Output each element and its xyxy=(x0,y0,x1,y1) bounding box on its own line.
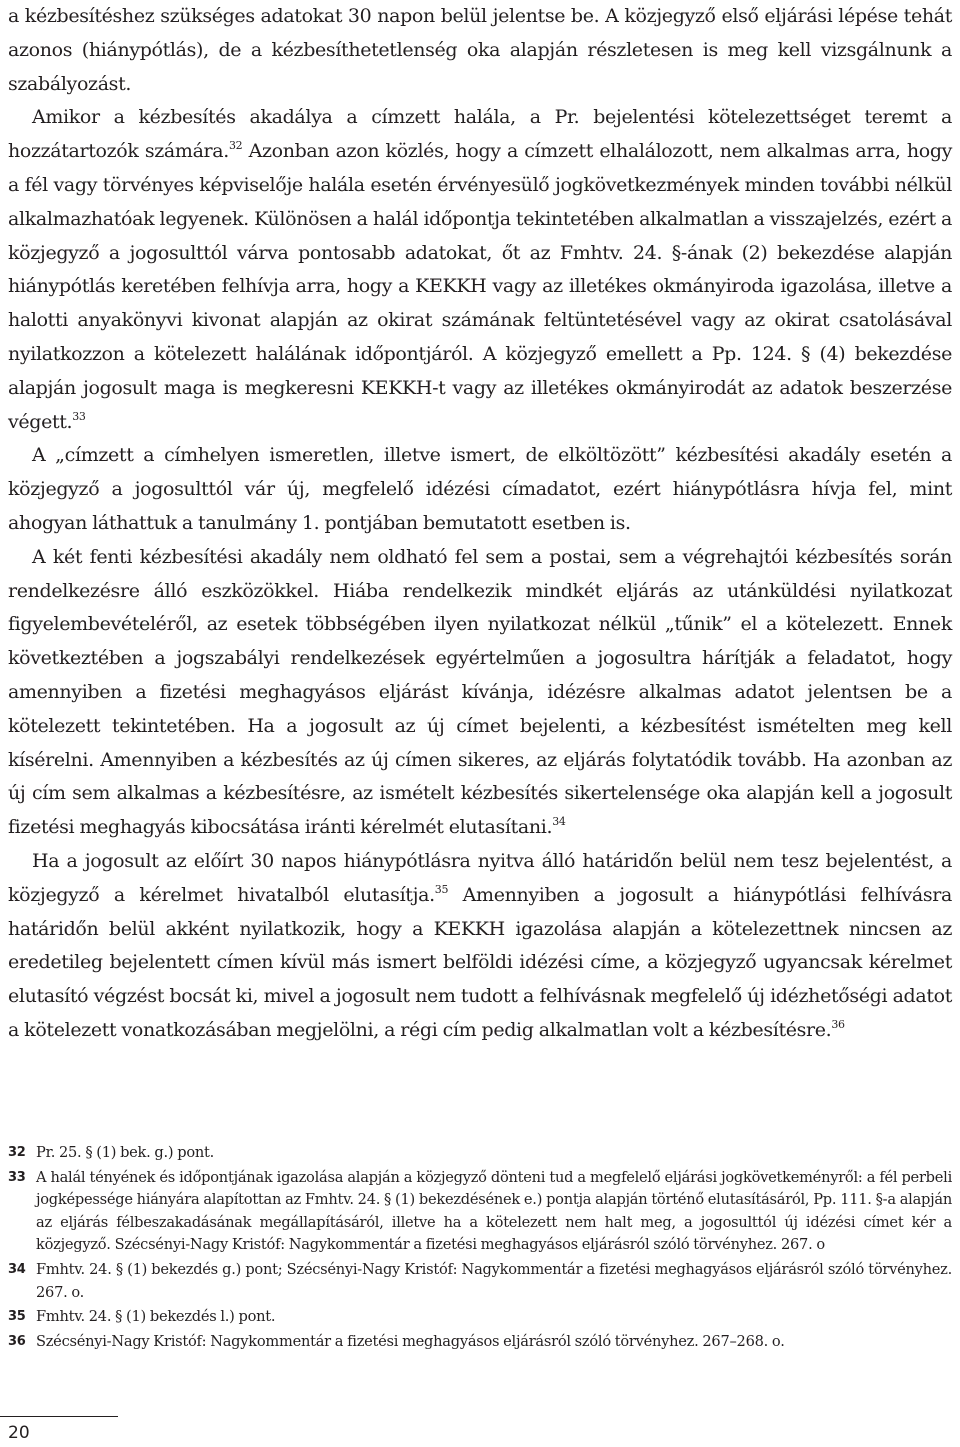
paragraph xyxy=(8,845,952,1048)
footnote xyxy=(8,1259,952,1304)
footnote-number: 36 xyxy=(8,1333,26,1349)
footnote-text: Pr. 25. § (1) bek. g.) pont. xyxy=(36,1144,215,1161)
paragraph-text: Amikor a kézbesítés akadálya a címzett halála, a Pr. bejelentési kötelezettséget teremt a hozzátartozók számára. xyxy=(8,106,952,163)
paragraph xyxy=(8,541,952,845)
footnotes xyxy=(8,1142,952,1353)
paragraph-text: Amennyiben a jogosult a hiánypótlási felhívásra határidőn belül akként nyilatkozik, hogy a KEKKH igazolása alapján a kötelezettnek nincsen az eredetileg bejelentett címen kívül más ismert belföldi idézési címe, a közjegyző ugyancsak kérelmet elutasító végzést bocsát ki, mivel a jogosult nem tudott a felhívásnak megfelelő új idézhetőségi adatot a kötelezett vonatkozásában megjelölni, a régi cím pedig alkalmatlan volt a kézbesítésre. xyxy=(8,883,952,1041)
footnote-ref: 32 xyxy=(228,139,243,153)
page-number: 20 xyxy=(8,1423,30,1443)
paragraph-text: Azonban azon közlés, hogy a címzett elhalálozott, nem alkalmas arra, hogy a fél vagy törvényes képviselője halála esetén érvényesülő jogkövetkezmények minden további nélkül alkalmazhatóak legyenek. Különösen a halál időpontja tekintetében alkalmatlan a visszajelzés, ezért a közjegyző a jogosulttól várva pontosabb adatokat, őt az Fmhtv. 24. §-ának (2) bekezdése alapján hiánypótlás keretében felhívja arra, hogy a KEKKH vagy az illetékes okmányiroda igazolása, illetve a halotti anyakönyvi kivonat alapján az okirat számának feltüntetésével vagy az okirat csatolásával nyilatkozzon a kötelezett halálának időpontjáról. A közjegyző emellett a Pp. 124. § (4) bekezdése alapján jogosult maga is megkeresni KEKKH-t vagy az illetékes okmányirodát az adatok beszerzése végett. xyxy=(8,140,953,433)
page-number-divider xyxy=(0,1416,118,1417)
paragraph-text: A „címzett a címhelyen ismeretlen, illetve ismert, de elköltözött” kézbesítési akadály esetén a közjegyző a jogosulttól vár új, megfelelő idézési címadatot, ezért hiánypótlásra hívja fel, mint ahogyan láthattuk a tanulmány 1. pontjában bemutatott esetben is. xyxy=(8,444,952,534)
footnote-number: 33 xyxy=(8,1169,26,1185)
body-text xyxy=(8,0,952,1048)
footnote-text: Fmhtv. 24. § (1) bekezdés g.) pont; Szécsényi-Nagy Kristóf: Nagykommentár a fizetési meghagyásos eljárásról szóló törvényhez. 267. o. xyxy=(36,1260,952,1301)
footnote-text: Fmhtv. 24. § (1) bekezdés l.) pont. xyxy=(36,1308,276,1326)
paragraph xyxy=(8,439,952,540)
footnote xyxy=(8,1142,952,1165)
paragraph-text: a kézbesítéshez szükséges adatokat 30 napon belül jelentse be. A közjegyző első eljárási lépése tehát azonos (hiánypótlás), de a kézbesíthetetlenség oka alapján részletesen is meg kell vizsgálnunk a szabályozást. xyxy=(8,5,952,95)
footnote-number: 32 xyxy=(8,1145,26,1160)
footnote-text: Szécsényi-Nagy Kristóf: Nagykommentár a fizetési meghagyásos eljárásról szóló törvényhez. 267–268. o. xyxy=(36,1332,785,1350)
footnote-ref: 34 xyxy=(552,815,566,829)
footnote-number: 35 xyxy=(8,1309,26,1325)
paragraph-text: A két fenti kézbesítési akadály nem oldható fel sem a postai, sem a végrehajtói kézbesítés során rendelkezésre álló eszközökkel. Hiába rendelkezik mindkét eljárás az utánküldési nyilatkozat figyelembevételéről, az esetek többségében ilyen nyilatkozat nélkül „tűnik” el a kötelezett. Ennek következtében a jogszabályi rendelkezések egyértelműen a jogosultra hárítják a feladatot, hogy amennyiben a fizetési meghagyásos eljárást kívánja, idézésre alkalmas adatot jelentsen be a kötelezett tekintetében. Ha a jogosult az új címet bejelenti, a kézbesítést ismételten meg kell kísérelni. Amennyiben a kézbesítés az új címen sikeres, az eljárás folytatódik tovább. Ha azonban az új cím sem alkalmas a kézbesítésre, az ismételt kézbesítés sikertelensége oka alapján kell a jogosult fizetési meghagyás kibocsátása iránti kérelmét elutasítani. xyxy=(8,545,952,839)
footnote xyxy=(8,1167,952,1257)
footnote-ref: 36 xyxy=(831,1017,845,1031)
footnote xyxy=(8,1331,952,1354)
footnote xyxy=(8,1306,952,1329)
footnote-number: 34 xyxy=(8,1261,26,1277)
paragraph xyxy=(8,0,952,101)
footnote-text: A halál tényének és időpontjának igazolása alapján a közjegyző dönteni tud a megfelelő eljárási jogkövetkeményről: a fél perbeli jogképessége hiányára alapítottan az Fmhtv. 24. § (1) bekezdésének e.) pontja alapján történő elutasításáról, Pp. 111. §-a alapján az eljárás félbeszakadásának megállapításáról, illetve ha a kötelezett nem halt meg, a jogosulttól új idézési címet kér a közjegyző. Szécsényi-Nagy Kristóf: Nagykommentár a fizetési meghagyásos eljárásról szóló törvényhez. 267. o xyxy=(36,1168,952,1254)
footnote-ref: 33 xyxy=(72,409,86,423)
paragraph xyxy=(8,101,952,439)
footnote-ref: 35 xyxy=(434,882,449,896)
paragraph-text: Ha a jogosult az előírt 30 napos hiánypótlásra nyitva álló határidőn belül nem tesz bejelentést, a közjegyző a kérelmet hivatalból elutasítja. xyxy=(8,849,952,906)
